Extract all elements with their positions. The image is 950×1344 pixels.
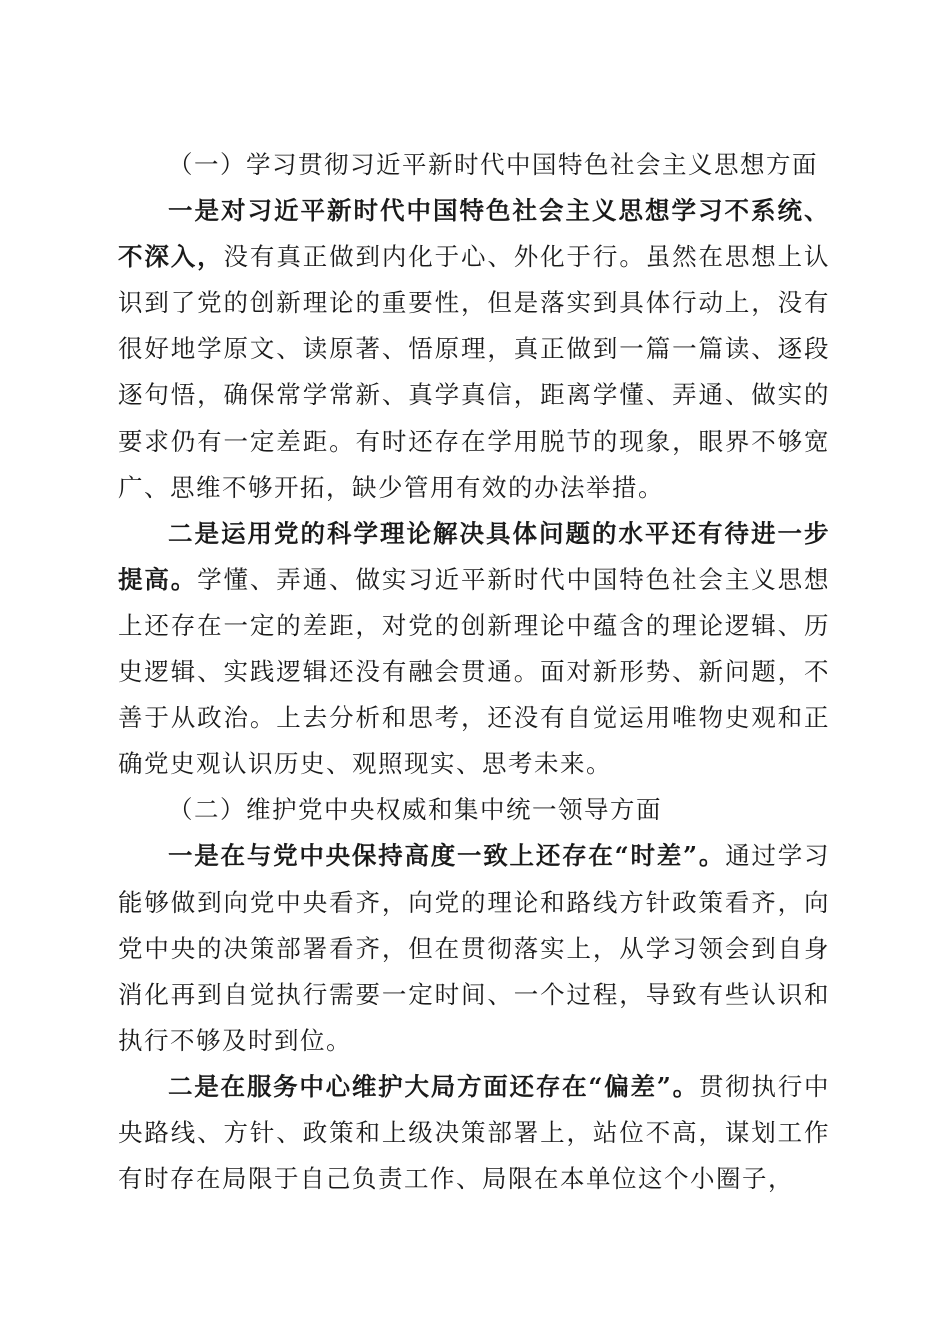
paragraph-lead: 一是在与党中央保持高度一致上还存在“时差”。	[168, 841, 726, 871]
paragraph-body: 通过学习能够做到向党中央看齐，向党的理论和路线方针政策看齐，向党中央的决策部署看齐，但在贯彻落实上，从学习领会到自身消化再到自觉执行需要一定时间、一个过程，导致有些认识和执行不够及时到位。	[118, 841, 831, 1055]
paragraph-body: 没有真正做到内化于心、外化于行。虽然在思想上认识到了党的创新理论的重要性，但是落实到具体行动上，没有很好地学原文、读原著、悟原理，真正做到一篇一篇读、逐段逐句悟，确保常学常新、真学真信，距离学懂、弄通、做实的要求仍有一定差距。有时还存在学用脱节的现象，眼界不够宽广、思维不够开拓，缺少管用有效的办法举措。	[118, 242, 831, 502]
paragraph-lead: 二是在服务中心维护大局方面还存在“偏差”。	[168, 1071, 699, 1101]
section-2-heading: （二）维护党中央权威和集中统一领导方面	[168, 795, 662, 825]
paragraph-lead: 二是运用党的科学理论解决具体问题的水平还有待进一步提高。	[118, 518, 830, 594]
section-1-heading: （一）学习贯彻习近平新时代中国特色社会主义思想方面	[168, 150, 818, 179]
section-1-paragraph-2	[118, 511, 830, 788]
paragraph-lead: 一是对习近平新时代中国特色社会主义思想学习不系统、不深入，	[118, 196, 830, 272]
document-page	[118, 142, 830, 1202]
paragraph-body: 学懂、弄通、做实习近平新时代中国特色社会主义思想上还存在一定的差距，对党的创新理论中蕴含的理论逻辑、历史逻辑、实践逻辑还没有融会贯通。面对新形势、新问题，不善于从政治。上去分析和思考，还没有自觉运用唯物史观和正确党史观认识历史、观照现实、思考未来。	[118, 564, 830, 779]
section-2-paragraph-2	[118, 1064, 830, 1202]
section-2-paragraph-1	[118, 833, 830, 1063]
section-1-paragraph-1	[118, 188, 830, 511]
paragraph-body: 贯彻执行中央路线、方针、政策和上级决策部署上，站位不高，谋划工作有时存在局限于自己负责工作、局限在本单位这个小圈子，	[118, 1071, 830, 1194]
